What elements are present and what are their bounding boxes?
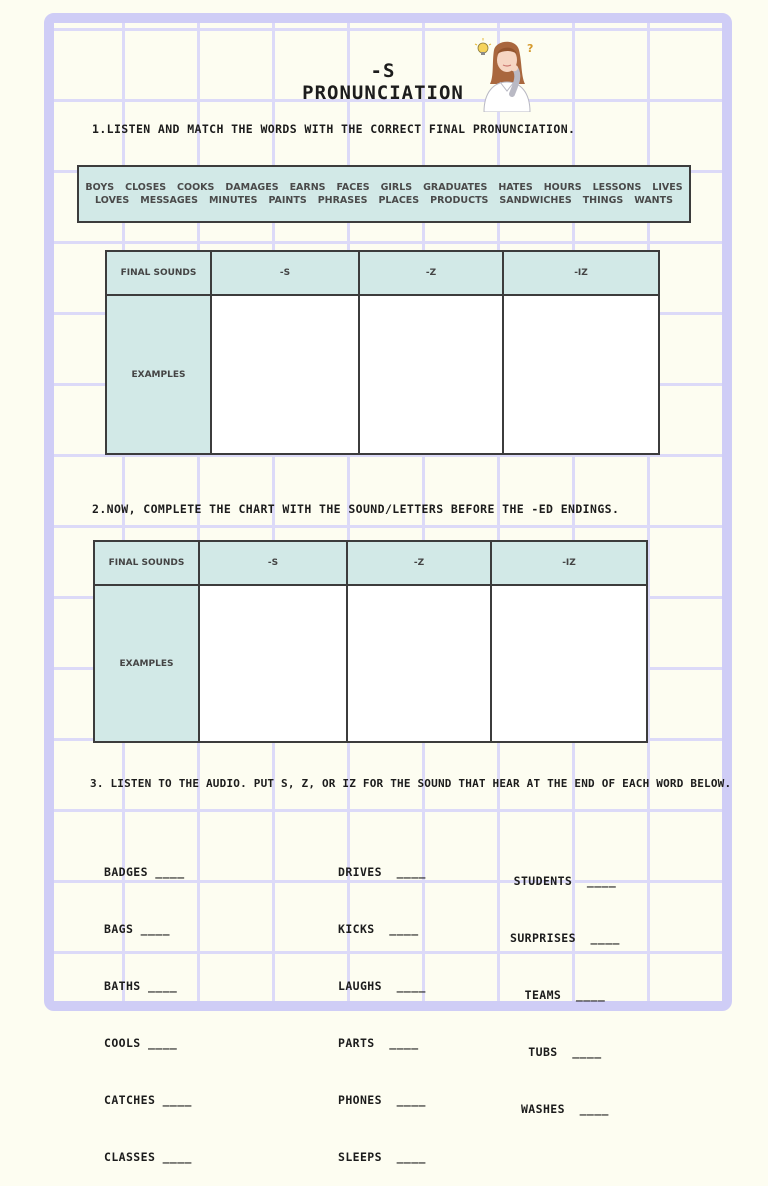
chart-header-label: FINAL SOUNDS [94,541,199,585]
page-title: -S PRONUNCIATION [302,60,464,104]
examples-cell-z[interactable] [347,585,491,742]
chart-row-label: EXAMPLES [94,585,199,742]
chart-column-z: -Z [347,541,491,585]
chart-column-s: -S [211,251,359,295]
exercise-item[interactable]: SLEEPS ____ [338,1150,426,1164]
sound-chart-2 [93,540,648,743]
word-item: MESSAGES [140,195,198,206]
word-item: LOVES [95,195,130,206]
word-item: SANDWICHES [499,195,572,206]
word-item: LIVES [652,182,683,193]
lightbulb-icon [475,38,491,55]
examples-cell-iz[interactable] [491,585,647,742]
exercise-item[interactable]: BAGS ____ [104,922,170,936]
word-item: CLOSES [125,182,167,193]
exercise-column-2 [338,825,426,1186]
exercise-item[interactable]: BATHS ____ [104,979,178,993]
question-mark-icon: ? [527,42,534,55]
word-item: WANTS [634,195,673,206]
instruction-2: 2.NOW, COMPLETE THE CHART WITH THE SOUND/LETTERS BEFORE THE -ED ENDINGS. [92,502,620,516]
chart-column-iz: -IZ [503,251,659,295]
exercise-item[interactable]: STUDENTS ____ [513,874,617,888]
instruction-1: 1.LISTEN AND MATCH THE WORDS WITH THE CORRECT FINAL PRONUNCIATION. [92,122,576,136]
word-item: THINGS [582,195,624,206]
chart-column-iz: -IZ [491,541,647,585]
exercise-item[interactable]: TUBS ____ [528,1045,602,1059]
word-item: HATES [498,182,533,193]
exercise-item[interactable]: PARTS ____ [338,1036,419,1050]
chart-header-label: FINAL SOUNDS [106,251,211,295]
instruction-3: 3. LISTEN TO THE AUDIO. PUT S, Z, OR IZ FOR THE SOUND THAT HEAR AT THE END OF EACH WORD BELOW. [90,777,732,790]
word-item: DAMAGES [225,182,279,193]
exercise-item[interactable]: TEAMS ____ [524,988,606,1002]
exercise-item[interactable]: WASHES ____ [520,1102,609,1116]
word-bank-line-2 [79,194,689,207]
word-bank [77,165,691,223]
exercise-column-3 [510,834,620,1138]
word-item: COOKS [177,182,215,193]
examples-cell-iz[interactable] [503,295,659,454]
exercise-item[interactable]: CLASSES ____ [104,1150,192,1164]
thinking-woman-icon [472,36,542,112]
exercise-column-1 [104,825,192,1186]
exercise-item[interactable]: KICKS ____ [338,922,419,936]
chart-row-label: EXAMPLES [106,295,211,454]
examples-cell-s[interactable] [211,295,359,454]
exercise-item[interactable]: COOLS ____ [104,1036,178,1050]
word-item: FACES [336,182,370,193]
examples-cell-s[interactable] [199,585,347,742]
word-item: PLACES [378,195,420,206]
sound-chart-1 [105,250,660,455]
chart-column-s: -S [199,541,347,585]
word-item: LESSONS [592,182,642,193]
word-item: PHRASES [317,195,368,206]
word-item: MINUTES [208,195,258,206]
word-item: PRODUCTS [430,195,489,206]
exercise-item[interactable]: SURPRISES ____ [510,931,620,945]
word-item: GRADUATES [423,182,488,193]
exercise-item[interactable]: LAUGHS ____ [338,979,426,993]
word-item: EARNS [289,182,326,193]
word-item: BOYS [85,182,115,193]
examples-cell-z[interactable] [359,295,503,454]
exercise-item[interactable]: PHONES ____ [338,1093,426,1107]
chart-column-z: -Z [359,251,503,295]
word-item: PAINTS [268,195,307,206]
word-item: HOURS [543,182,582,193]
exercise-item[interactable]: CATCHES ____ [104,1093,192,1107]
exercise-item[interactable]: DRIVES ____ [338,865,426,879]
exercise-item[interactable]: BADGES ____ [104,865,185,879]
word-bank-line-1 [79,181,689,194]
word-item: GIRLS [380,182,413,193]
